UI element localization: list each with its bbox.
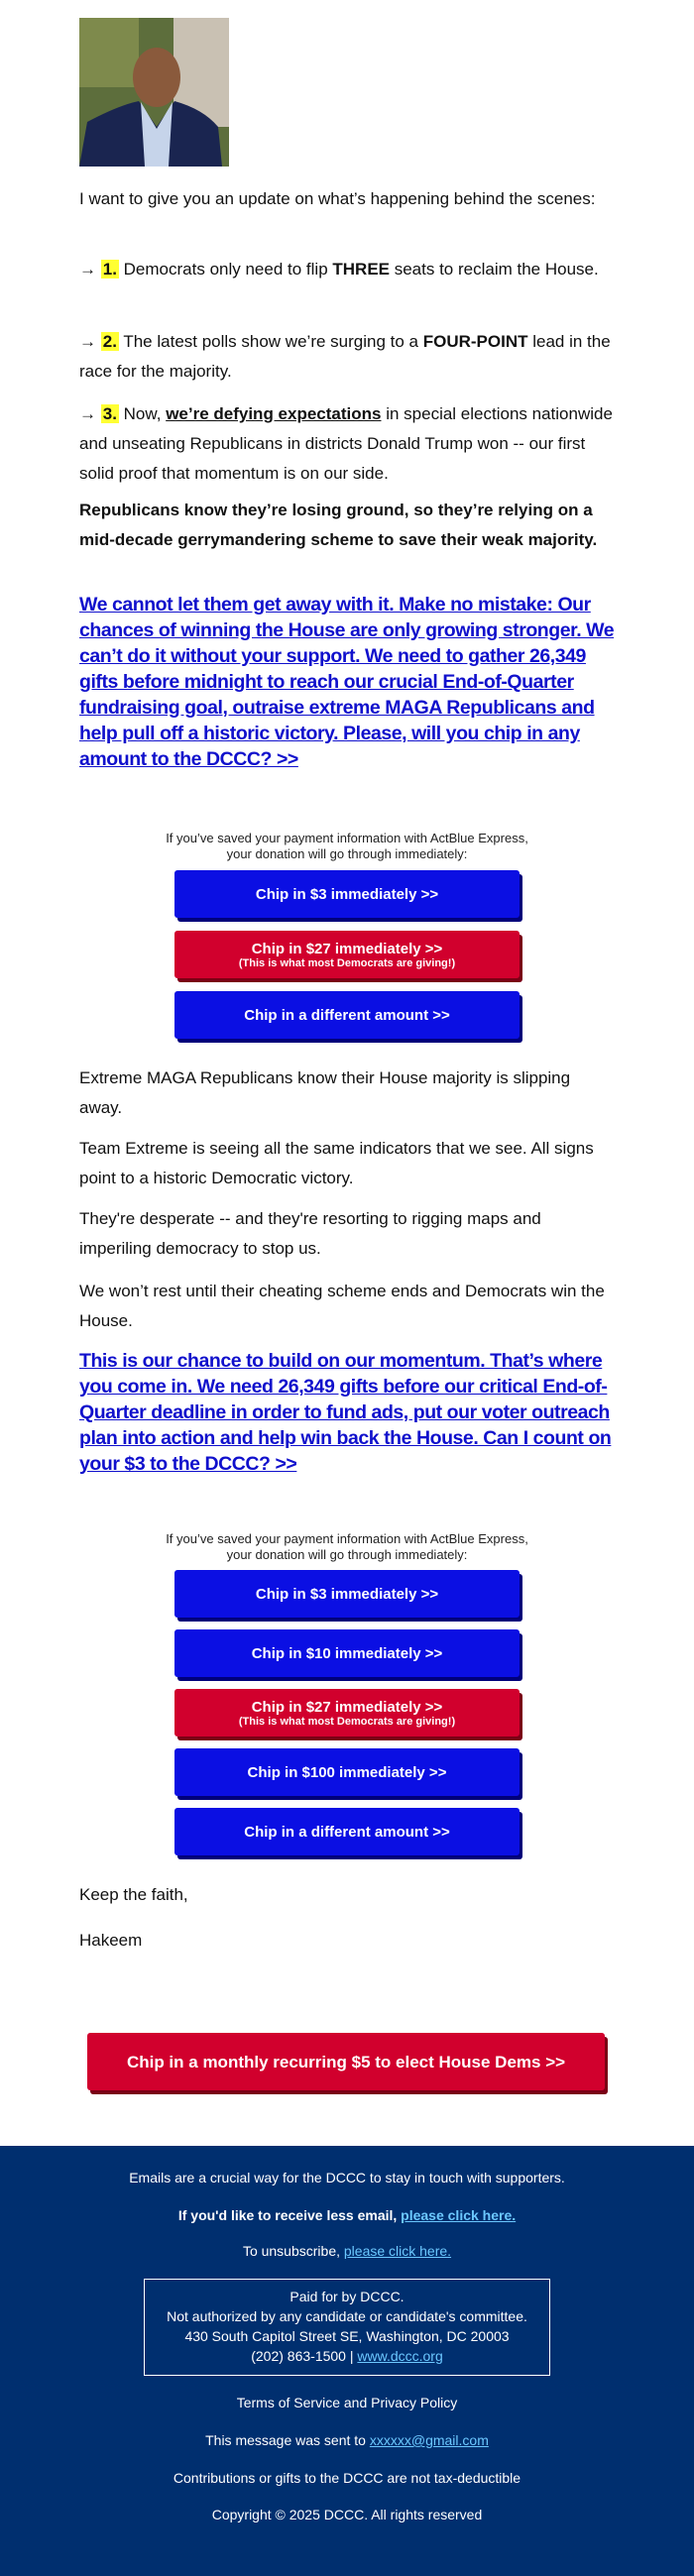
point-number: 2. [102,332,117,351]
point-text: lead in the race for the majority. [79,332,611,381]
chip-3-button[interactable] [174,870,520,918]
disclaimer-text: Not authorized by any candidate or candidate's committee. [167,2308,527,2324]
button-label: Chip in $3 immediately >> [255,1585,439,1603]
chip-27-button[interactable] [174,1689,520,1736]
point-text: seats to reclaim the House. [390,260,599,279]
body-paragraph: Team Extreme is seeing all the same indicators that we see. All signs point to a historic Democratic victory. [79,1139,594,1187]
unsubscribe-link[interactable]: please click here. [343,2243,452,2259]
terms-privacy-link[interactable]: Terms of Service and Privacy Policy [236,2395,458,2410]
point-3 [79,399,615,489]
contact-line [145,2346,549,2366]
point-number: 3. [102,404,117,423]
point-text: The latest polls show we’re surging to a [123,332,423,351]
button-sublabel: (This is what most Democrats are giving!) [238,1715,456,1728]
actblue-express-note [129,831,565,862]
chip-different-amount-button[interactable] [174,1808,520,1855]
footer-email-note: Emails are a crucial way for the DCCC to stay in touch with supporters. [129,2170,565,2185]
donate-headline-link-2[interactable]: This is our chance to build on our momentum. That’s where you come in. We need 26,349 gifts before our critical End-of-Quarter deadline in order to fund ads, put our voter outreach plan into action and help win back the House. Can I count on your $3 to the DCCC? >> [79,1350,612,1475]
footer-text: To unsubscribe, [242,2243,344,2259]
chip-27-button[interactable] [174,931,520,978]
footer [0,2146,694,2576]
footer-tax-note: Contributions or gifts to the DCCC are not tax-deductible [173,2470,521,2486]
website-link[interactable]: www.dccc.org [357,2348,443,2364]
footer-text: If you'd like to receive less email, [177,2207,402,2223]
footer-less-email [0,2206,694,2224]
body-paragraph: They're desperate -- and they're resorting to rigging maps and imperiling democracy to stop us. [79,1209,541,1258]
note-line: your donation will go through immediately: [226,1547,468,1562]
point-text: in special elections nationwide and unseating Republicans in districts Donald Trump won -- our first solid proof that momentum is on our side. [79,404,613,483]
footer-text: This message was sent to [205,2432,370,2448]
chip-10-button[interactable] [174,1629,520,1677]
note-line: If you’ve saved your payment information with ActBlue Express, [166,1531,528,1546]
body-paragraph: We won’t rest until their cheating scheme ends and Democrats win the House. [79,1282,605,1330]
signoff: Keep the faith, [79,1885,188,1904]
signature: Hakeem [79,1931,143,1950]
button-label: Chip in a different amount >> [244,1823,450,1841]
footer-unsubscribe [0,2242,694,2260]
monthly-recurring-button[interactable] [87,2033,605,2090]
donate-headline-link-1[interactable]: We cannot let them get away with it. Make no mistake: Our chances of winning the House are only growing stronger. We can’t do it without your support. We need to gather 26,349 gifts before midnight to reach our crucial End-of-Quarter fundraising goal, outraise extreme MAGA Republicans and help pull off a historic victory. Please, will you chip in any amount to the DCCC? >> [79,594,615,770]
arrow-icon: → [79,260,96,279]
paid-for-box [144,2279,550,2376]
button-label: Chip in $3 immediately >> [255,885,439,903]
actblue-express-note [129,1531,565,1563]
button-label: Chip in a monthly recurring $5 to elect House Dems >> [126,2052,566,2072]
address-text: 430 South Capitol Street SE, Washington, DC 20003 [184,2328,510,2344]
button-label: Chip in $27 immediately >> [251,1698,443,1716]
body-paragraph: Extreme MAGA Republicans know their House majority is slipping away. [79,1068,571,1117]
paid-for-text: Paid for by DCCC. [289,2289,405,2304]
button-label: Chip in $10 immediately >> [251,1644,443,1662]
point-text: Democrats only need to flip [123,260,333,279]
button-label: Chip in $27 immediately >> [251,940,443,957]
button-sublabel: (This is what most Democrats are giving!) [238,956,456,969]
point-number: 1. [102,260,117,279]
footer-copyright: Copyright © 2025 DCCC. All rights reserved [211,2507,483,2522]
footer-sent-to [0,2431,694,2449]
phone-text: (202) 863-1500 | [251,2348,358,2364]
point-emphasis: FOUR-POINT [422,332,528,351]
button-label: Chip in a different amount >> [244,1006,450,1024]
point-text: Now, [123,404,167,423]
sender-photo [79,18,229,167]
bold-paragraph: Republicans know they’re losing ground, so they’re relying on a mid-decade gerrymandering scheme to save their weak majority. [79,501,598,549]
button-label: Chip in $100 immediately >> [247,1763,447,1781]
less-email-link[interactable]: please click here. [401,2207,517,2223]
defying-expectations-link[interactable]: we’re defying expectations [166,404,382,423]
chip-100-button[interactable] [174,1748,520,1796]
recipient-email-link[interactable]: xxxxxx@gmail.com [369,2432,489,2448]
note-line: your donation will go through immediately: [226,846,468,861]
chip-3-button[interactable] [174,1570,520,1618]
point-2 [79,327,615,387]
point-1 [79,255,615,284]
arrow-icon: → [79,332,96,351]
note-line: If you’ve saved your payment information with ActBlue Express, [166,831,528,845]
point-emphasis: THREE [332,260,390,279]
chip-different-amount-button[interactable] [174,991,520,1039]
intro-paragraph: I want to give you an update on what’s happening behind the scenes: [79,189,596,208]
arrow-icon: → [79,404,96,423]
